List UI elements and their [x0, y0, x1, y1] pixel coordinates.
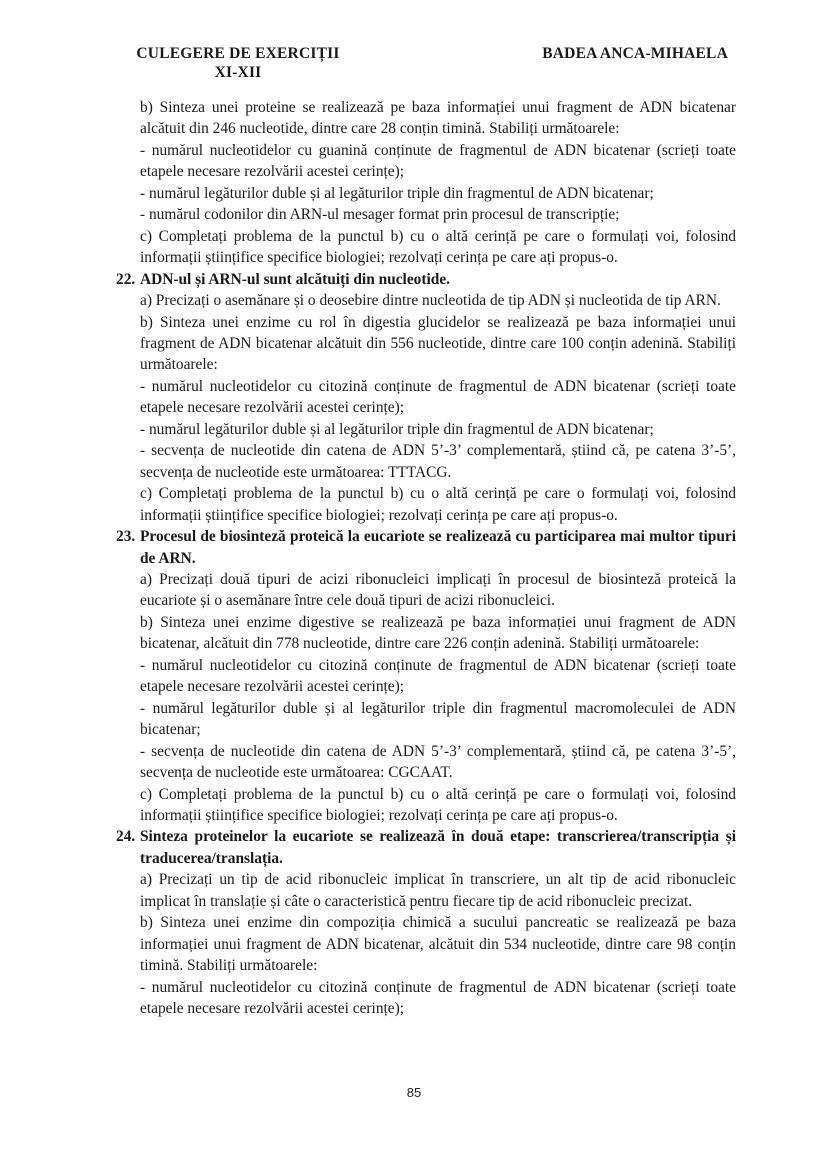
body-paragraph: - numărul legăturilor duble și al legăturilor triple din fragmentul de ADN bicatenar; [140, 184, 654, 202]
document-body [116, 97, 736, 1019]
body-paragraph: - numărul nucleotidelor cu citozină conținute de fragmentul de ADN bicatenar (scrieți toate etapele necesare rezolvării acestei cerințe); [140, 377, 736, 417]
body-paragraph: - numărul codonilor din ARN-ul mesager format prin procesul de transcripție; [140, 206, 620, 224]
header-title-left [88, 44, 388, 82]
problem-number: 23. [116, 528, 136, 546]
body-paragraph: a) Precizați o asemănare și o deosebire dintre nucleotida de tip ADN și nucleotida de tip ARN. [140, 292, 721, 310]
body-paragraph: b) Sinteza unei proteine se realizează pe baza informației unui fragment de ADN bicatenar alcătuit din 246 nucleotide, dintre care 28 conțin timină. Stabiliți următoarele: [140, 99, 736, 138]
body-paragraph: - numărul legăturilor duble și al legăturilor triple din fragmentul de ADN bicatenar; [140, 420, 654, 438]
body-paragraph: b) Sinteza unei enzime cu rol în digestia glucidelor se realizează pe baza informației unui fragment de ADN bicatenar alcătuit din 556 nucleotide, dintre care 100 conțin adenină. Stabiliți următoarele: [140, 313, 736, 374]
body-paragraph: - numărul nucleotidelor cu guanină conținute de fragmentul de ADN bicatenar (scrieți toate etapele necesare rezolvării acestei cerințe); [140, 141, 736, 181]
problem-heading [116, 269, 736, 290]
body-paragraph: b) Sinteza unei enzime din compoziția chimică a sucului pancreatic se realizează pe baza informației unui fragment de ADN bicatenar, alcătuit din 534 nucleotide, dintre care 98 conțin timină. Stabiliți următoarele: [140, 914, 736, 975]
header-title-line1: CULEGERE DE EXERCIȚII [136, 45, 340, 62]
body-paragraph: - secvența de nucleotide din catena de ADN 5’-3’ complementară, știind că, pe catena 3’-5’, secvența de nucleotide este următoarea: TTTACG. [140, 442, 736, 481]
header-title-line2: XI-XII [214, 64, 262, 81]
problem-number: 24. [116, 828, 136, 846]
body-paragraph: c) Completați problema de la punctul b) cu o altă cerință pe care o formulați voi, folosind informații științifice specifice biologiei; rezolvați cerința pe care ați propus-o. [140, 785, 736, 824]
body-paragraph: b) Sinteza unei enzime digestive se realizează pe baza informației unui fragment de ADN bicatenar, alcătuit din 778 nucleotide, dintre care 226 conțin adenină. Stabiliți următoarele: [140, 613, 736, 653]
problem-heading [116, 526, 736, 569]
body-paragraph: a) Precizați două tipuri de acizi ribonucleici implicați în procesul de biosinteză proteică la eucariote și o asemănare între cele două tipuri de acizi ribonucleici. [140, 570, 736, 610]
body-paragraph: a) Precizați un tip de acid ribonucleic implicat în transcriere, un alt tip de acid ribonucleic implicat în translație și câte o caracteristică pentru fiecare tip de acid ribonucleic precizat. [140, 871, 736, 910]
problem-heading [116, 826, 736, 869]
problem-heading-text: Procesul de biosinteză proteică la eucariote se realizează cu participarea mai multor tipuri de ARN. [140, 528, 736, 567]
problem-heading-text: ADN-ul și ARN-ul sunt alcătuiți din nucleotide. [140, 270, 450, 288]
problem-heading-text: Sinteza proteinelor la eucariote se realizează în două etape: transcrierea/transcripția și traducerea/translația. [140, 828, 736, 867]
body-paragraph: c) Completați problema de la punctul b) cu o altă cerință pe care o formulați voi, folosind informații științifice specifice biologiei; rezolvați cerința pe care ați propus-o. [140, 227, 736, 267]
body-paragraph: - numărul legăturilor duble și al legăturilor triple din fragmentul macromoleculei de ADN bicatenar; [140, 699, 736, 739]
running-header [88, 44, 728, 88]
body-paragraph: - secvența de nucleotide din catena de ADN 5’-3’ complementară, știind că, pe catena 3’-5’, secvența de nucleotide este următoarea: CGCAAT. [140, 742, 736, 782]
header-author: BADEA ANCA-MIHAELA [542, 45, 728, 62]
page-number: 85 [406, 1085, 422, 1100]
body-paragraph: - numărul nucleotidelor cu citozină conținute de fragmentul de ADN bicatenar (scrieți toate etapele necesare rezolvării acestei cerințe); [140, 656, 736, 696]
body-paragraph: - numărul nucleotidelor cu citozină conținute de fragmentul de ADN bicatenar (scrieți toate etapele necesare rezolvării acestei cerințe); [140, 978, 736, 1018]
body-paragraph: c) Completați problema de la punctul b) cu o altă cerință pe care o formulați voi, folosind informații științifice specifice biologiei; rezolvați cerința pe care ați propus-o. [140, 485, 736, 524]
problem-number: 22. [116, 270, 136, 288]
